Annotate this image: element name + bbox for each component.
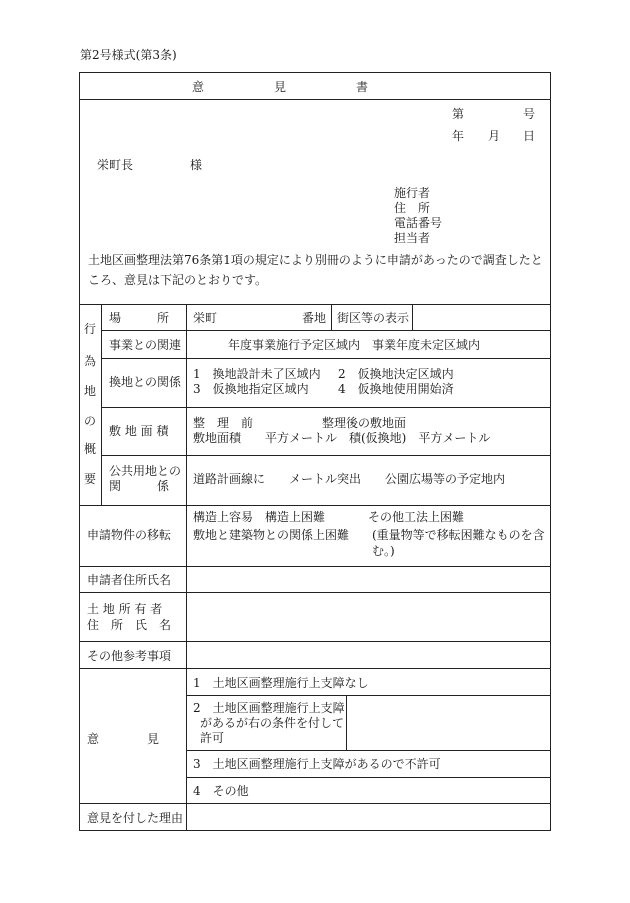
area-before: 整 理 前: [193, 416, 254, 430]
relocation-label: 申請物件の移転: [87, 528, 172, 542]
divider: [101, 358, 551, 359]
statement-text: 土地区画整理法第76条第1項の規定により別冊のように申請があったので調査したところ、意見は下記のとおりです。: [88, 253, 543, 287]
divider: [79, 505, 551, 506]
public-value: 道路計画線に メートル突出 公園広場等の予定地内: [193, 472, 506, 486]
addressee-name: 栄町長: [97, 158, 134, 172]
number-suffix: 号: [523, 107, 536, 121]
divider: [186, 304, 187, 831]
address-label: 住 所: [394, 201, 431, 215]
public-label: 関 係: [109, 479, 170, 493]
date-day: 日: [523, 129, 536, 143]
divider: [412, 304, 413, 330]
area-units: 敷地面積 平方メートル 積(仮換地) 平方メートル: [193, 431, 491, 445]
phone-label: 電話番号: [394, 216, 443, 230]
opinion-option: があるが右の条件を付して: [200, 716, 345, 730]
addressee-honorific: 様: [190, 158, 203, 172]
section-label-char: 要: [83, 472, 96, 486]
relocation-note: む。): [372, 544, 395, 558]
divider: [79, 99, 551, 100]
relocation-option: その他工法上困難: [368, 510, 465, 524]
replot-option: 2 仮換地決定区域内: [338, 367, 454, 381]
location-banchi: 番地: [302, 311, 327, 325]
section-label-char: 行: [83, 322, 96, 336]
replot-label: 換地との関係: [109, 375, 182, 389]
divider: [79, 668, 551, 669]
form-number: 第2号様式(第3条): [80, 48, 177, 62]
section-label-char: 概: [83, 442, 96, 456]
divider: [79, 592, 551, 593]
opinion-option: 2 土地区画整理施行上支障: [193, 701, 345, 715]
project-label: 事業との関連: [109, 338, 182, 352]
public-label: 公共用地との: [109, 464, 182, 478]
replot-option: 1 換地設計未了区域内: [193, 367, 321, 381]
replot-option: 4 仮換地使用開始済: [338, 382, 454, 396]
other-label: その他参考事項: [87, 649, 172, 663]
area-after: 整理後の敷地面: [322, 416, 407, 430]
executor-label: 施行者: [394, 186, 431, 200]
relocation-option: 構造上容易 構造上困難: [193, 510, 326, 524]
person-label: 担当者: [394, 231, 431, 245]
opinion-label: 意 見: [87, 732, 160, 746]
section-label-char: 地: [83, 384, 96, 398]
relocation-note: (重量物等で移転困難なものを含: [372, 528, 545, 542]
replot-option: 3 仮換地指定区域内: [193, 382, 309, 396]
location-label: 場 所: [109, 311, 170, 325]
divider: [186, 777, 551, 778]
divider: [79, 304, 551, 305]
divider: [101, 330, 551, 331]
divider: [101, 304, 102, 505]
owner-label: 土 地 所 有 者: [87, 602, 163, 616]
divider: [79, 566, 551, 567]
divider: [101, 407, 551, 408]
owner-label: 住 所 氏 名: [87, 618, 172, 632]
divider: [101, 455, 551, 456]
page-title: 意見書: [191, 80, 438, 94]
applicant-label: 申請者住所氏名: [87, 573, 172, 587]
opinion-option: 許可: [200, 731, 225, 745]
date-year: 年: [452, 129, 465, 143]
project-value: 年度事業施行予定区域内 事業年度未定区域内: [228, 338, 481, 352]
divider: [79, 641, 551, 642]
section-label-char: の: [83, 414, 96, 428]
divider: [186, 750, 551, 751]
location-town: 栄町: [193, 311, 218, 325]
divider: [346, 695, 347, 750]
section-label-char: 為: [83, 354, 96, 368]
divider: [186, 695, 551, 696]
opinion-option: 3 土地区画整理施行上支障があるので不許可: [193, 757, 441, 771]
divider: [331, 304, 332, 330]
opinion-option: 1 土地区画整理施行上支障なし: [193, 676, 369, 690]
number-prefix: 第: [452, 107, 465, 121]
date-month: 月: [488, 129, 501, 143]
relocation-option: 敷地と建築物との関係上困難: [193, 528, 350, 542]
district-label: 街区等の表示: [337, 311, 410, 325]
area-label: 敷 地 面 積: [109, 424, 169, 438]
divider: [79, 803, 551, 804]
opinion-option: 4 その他: [193, 784, 249, 798]
reason-label: 意見を付した理由: [87, 811, 184, 825]
